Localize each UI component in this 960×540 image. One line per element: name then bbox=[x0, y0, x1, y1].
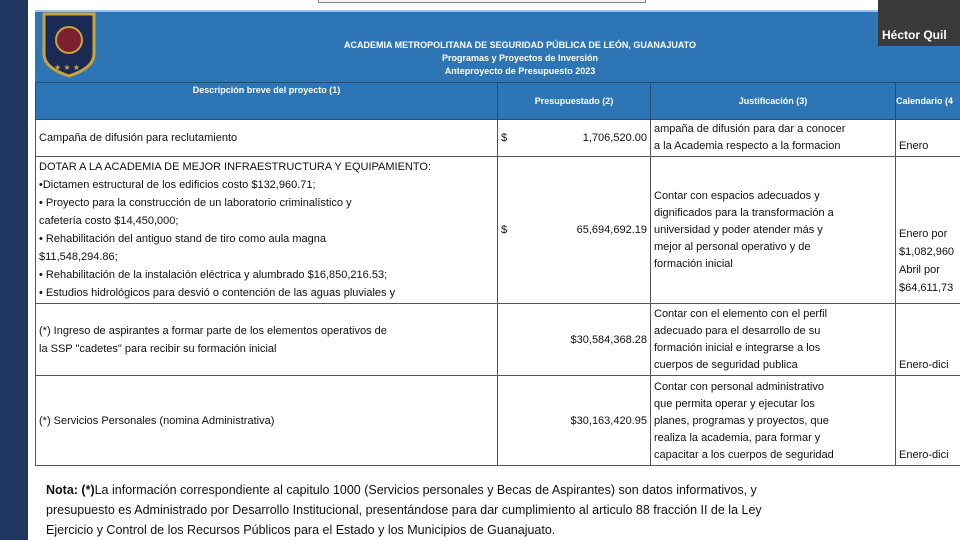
description-cell-line: Campaña de difusión para reclutamiento bbox=[39, 132, 238, 144]
justification-cell-line: cuerpos de seguridad publica bbox=[654, 359, 798, 371]
justification-cell-line: ampaña de difusión para dar a conocer bbox=[654, 123, 846, 135]
justification-cell-line: mejor al personal operativo y de bbox=[654, 240, 811, 253]
calendar-cell bbox=[896, 157, 960, 304]
description-cell bbox=[36, 376, 498, 466]
document-subtitle: Programas y Proyectos de Inversión bbox=[441, 53, 599, 63]
column-header-budget: Presupuestado (2) bbox=[498, 83, 651, 120]
justification-cell-line: universidad y poder atender más y bbox=[654, 223, 823, 236]
justification-cell bbox=[651, 157, 896, 304]
justification-cell-line: Contar con el elemento con el perfil bbox=[654, 308, 828, 320]
justification-cell bbox=[651, 304, 896, 376]
calendar-cell bbox=[896, 120, 960, 157]
justification-cell-line: dignificados para la transformación a bbox=[654, 206, 834, 219]
justification-cell-line: Contar con espacios adecuados y bbox=[654, 189, 820, 202]
participant-name: Héctor Quil bbox=[882, 28, 947, 42]
description-cell-line: la SSP "cadetes" para recibir su formación inicial bbox=[39, 342, 277, 355]
document-year-title: Anteproyecto de Presupuesto 2023 bbox=[444, 66, 596, 76]
calendar-cell-line: $1,082,960 bbox=[899, 246, 955, 258]
currency-symbol: $ bbox=[501, 224, 508, 236]
justification-cell-line: a la Academia respecto a la formacion bbox=[654, 140, 841, 152]
justification-cell bbox=[651, 376, 896, 466]
budget-amount: 1,706,520.00 bbox=[582, 132, 647, 144]
justification-cell-line: capacitar a los cuerpos de seguridad bbox=[654, 449, 834, 461]
institution-title: ACADEMIA METROPOLITANA DE SEGURIDAD PÚBLICA DE LEÓN, GUANAJUATO bbox=[343, 40, 696, 50]
currency-symbol: $ bbox=[501, 132, 508, 144]
calendar-cell bbox=[896, 304, 960, 376]
justification-cell-line: Contar con personal administrativo bbox=[654, 381, 824, 393]
table-row bbox=[36, 304, 960, 376]
description-cell-line: (*) Ingreso de aspirantes a formar parte de los elementos operativos de bbox=[39, 324, 387, 337]
description-cell-line: (*) Servicios Personales (nomina Administrativa) bbox=[39, 414, 275, 427]
budget-cell bbox=[498, 304, 651, 376]
description-cell bbox=[36, 120, 498, 157]
slide-top-box bbox=[318, 0, 646, 3]
budget-cell bbox=[498, 157, 651, 304]
calendar-cell-line: $64,611,73 bbox=[899, 282, 954, 294]
budget-amount: 65,694,692.19 bbox=[576, 224, 647, 236]
description-cell-line: • Proyecto para la construcción de un laboratorio criminalístico y bbox=[39, 197, 352, 209]
calendar-cell-line: Abril por bbox=[899, 264, 940, 276]
description-cell bbox=[36, 304, 498, 376]
note-label: Nota: (*) bbox=[46, 483, 95, 497]
budget-amount: $30,584,368.28 bbox=[570, 333, 647, 346]
calendar-cell bbox=[896, 376, 960, 466]
description-cell-line: • Estudios hidrológicos para desvió o contención de las aguas pluviales y bbox=[39, 287, 396, 299]
budget-cell bbox=[498, 376, 651, 466]
projects-table bbox=[35, 82, 960, 466]
calendar-cell-line: Enero-dici bbox=[899, 449, 949, 461]
justification-cell bbox=[651, 120, 896, 157]
column-header-justification: Justificación (3) bbox=[651, 83, 896, 120]
justification-cell-line: formación inicial bbox=[654, 257, 733, 270]
academy-shield-logo bbox=[40, 12, 98, 78]
note-line-2: presupuesto es Administrado por Desarrollo Institucional, presentándose para dar cumplimiento al articulo 88 fracción II de la Ley bbox=[46, 503, 762, 517]
description-cell-line: • Rehabilitación de la instalación eléctrica y alumbrado $16,850,216.53; bbox=[39, 269, 388, 281]
calendar-cell-line: Enero por bbox=[899, 228, 948, 240]
description-cell bbox=[36, 157, 498, 304]
participant-video-tile[interactable] bbox=[878, 0, 960, 46]
justification-cell-line: planes, programas y proyectos, que bbox=[654, 415, 829, 427]
description-cell-line: • Rehabilitación del antiguo stand de tiro como aula magna bbox=[39, 233, 326, 245]
budget-amount: $30,163,420.95 bbox=[570, 414, 647, 427]
table-row bbox=[36, 120, 960, 157]
table-row bbox=[36, 376, 960, 466]
description-cell-line: DOTAR A LA ACADEMIA DE MEJOR INFRAESTRUCTURA Y EQUIPAMIENTO: bbox=[39, 161, 432, 173]
note-line-1: La información correspondiente al capitulo 1000 (Servicios personales y Becas de Aspirantes) son datos informativos, y bbox=[94, 483, 757, 497]
justification-cell-line: formación inicial e integrarse a los bbox=[654, 342, 821, 354]
justification-cell-line: que permita operar y ejecutar los bbox=[654, 398, 815, 410]
note-line-3: Ejercicio y Control de los Recursos Públicos para el Estado y los Municipios de Guanajuato. bbox=[46, 523, 556, 537]
budget-cell bbox=[498, 120, 651, 157]
description-cell-line: cafetería costo $14,450,000; bbox=[39, 215, 179, 227]
description-cell-line: $11,548,294.86; bbox=[39, 251, 118, 263]
column-header-calendar: Calendario (4 bbox=[896, 83, 960, 120]
justification-cell-line: adecuado para el desarrollo de su bbox=[654, 325, 821, 337]
presentation-side-strip bbox=[0, 0, 28, 540]
svg-text:★ ★ ★: ★ ★ ★ bbox=[54, 63, 80, 72]
column-header-description: Descripción breve del proyecto (1) bbox=[36, 83, 498, 120]
justification-cell-line: realiza la academia, para formar y bbox=[654, 432, 821, 444]
footnote bbox=[46, 480, 960, 540]
description-cell-line: •Dictamen estructural de los edificios costo $132,960.71; bbox=[39, 179, 316, 191]
table-row bbox=[36, 157, 960, 304]
calendar-cell-line: Enero-dici bbox=[899, 359, 949, 371]
calendar-cell-line: Enero bbox=[899, 140, 929, 152]
